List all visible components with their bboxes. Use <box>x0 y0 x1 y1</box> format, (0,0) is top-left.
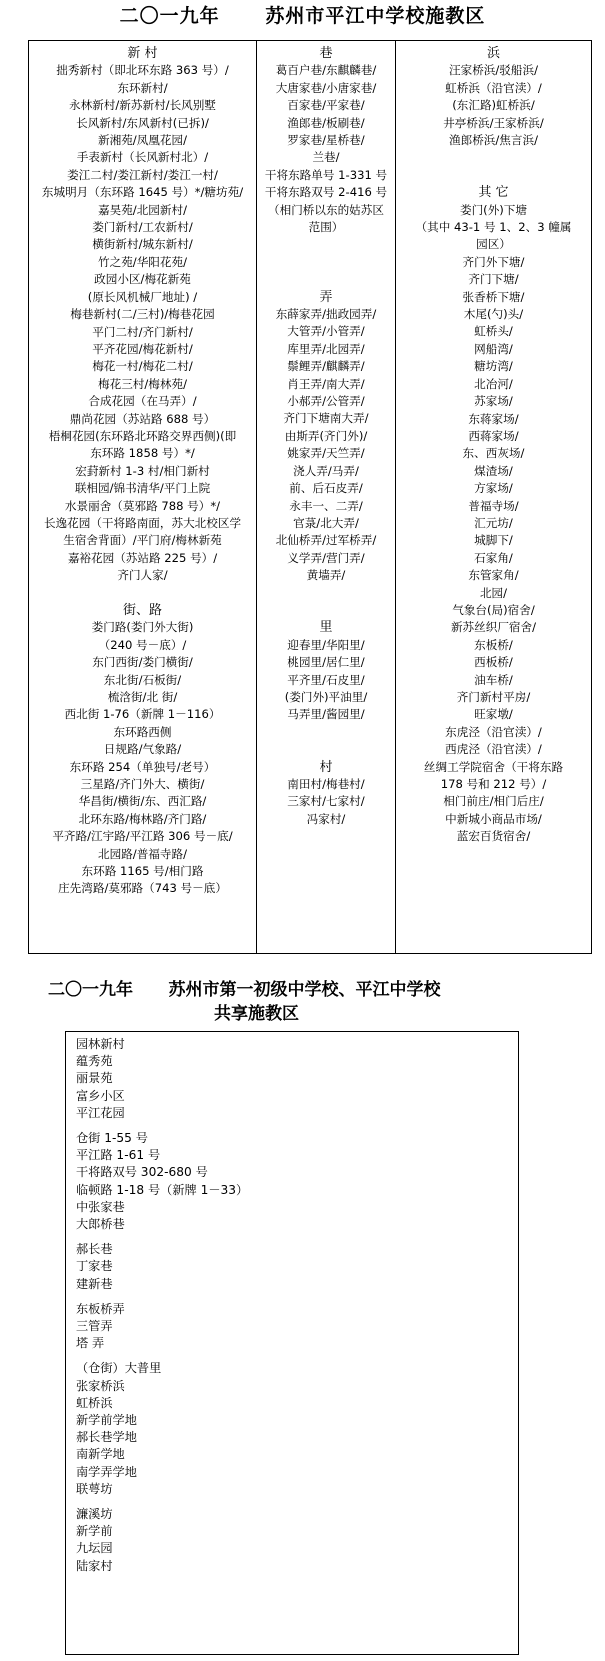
shared-entry: 园林新村 <box>76 1037 125 1051</box>
district-entry: 日规路/气象路/ <box>103 742 182 757</box>
district-entry: 178 号和 212 号）/ <box>440 777 547 792</box>
district-entry: 大管弄/小管弄/ <box>287 324 365 339</box>
district-entry: 张香桥下塘/ <box>462 289 525 304</box>
district-entry: 中新城小商品市场/ <box>445 811 542 826</box>
district-entry: 东环路 1858 号）*/ <box>90 446 195 461</box>
district-entry: 梅巷新村(二/三村)/梅巷花园 <box>70 307 215 322</box>
district-entry: 冯家村/ <box>306 811 346 826</box>
district-entry: 嘉裕花园（苏站路 225 号）/ <box>67 550 218 565</box>
district-entry: 东城明月（东环路 1645 号）*/糖坊苑/ <box>41 185 244 200</box>
district-entry: 石家角/ <box>474 550 513 565</box>
shared-entry: 三管弄 <box>76 1319 113 1334</box>
district-entry: 平齐路/江宇路/平江路 306 号－底/ <box>52 829 233 844</box>
shared-entry: 张家桥浜 <box>76 1378 125 1393</box>
district-entry: 梧桐花园(东环路北环路交界西侧)(即 <box>48 428 237 443</box>
district-entry: 娄江二村/娄江新村/娄江一村/ <box>67 167 218 182</box>
spacer <box>76 1352 518 1360</box>
shared-entry: 平江路 1-61 号 <box>76 1148 161 1163</box>
district-entry: 北环东路/梅林路/齐门路/ <box>78 811 207 826</box>
district-entry: 齐门下塘南大弄/ <box>283 411 369 426</box>
spacer <box>257 602 395 619</box>
spacer <box>257 254 395 271</box>
district-entry: 虹桥浜（沿官渎）/ <box>445 80 542 95</box>
district-entry: 小郝弄/公管弄/ <box>287 394 365 409</box>
district-entry: 蓝宏百货宿舍/ <box>456 829 531 844</box>
district-entry: 范围） <box>308 220 344 235</box>
district-entry: 齐门下塘/ <box>468 272 519 287</box>
shared-entry: 建新巷 <box>76 1276 113 1291</box>
district-entry: (原长风机械厂地址) / <box>87 289 198 304</box>
district-entry: 华昌街/横街/东、西汇路/ <box>78 794 207 809</box>
spacer <box>396 149 591 166</box>
district-entry: 桃园里/居仁里/ <box>287 655 365 670</box>
shared-entry: （仓街）大普里 <box>76 1361 162 1376</box>
shared-entry: 南新学地 <box>76 1447 125 1462</box>
district-entry: 西北街 1-76（新牌 1－116） <box>64 707 221 722</box>
district-entry: 娄门(外)下塘 <box>459 202 527 217</box>
spacer <box>76 1233 518 1241</box>
spacer <box>76 1498 518 1506</box>
district-entry: 木尾(勺)头/ <box>463 307 524 322</box>
district-entry: 东北街/石板街/ <box>103 672 182 687</box>
district-entry: 由斯弄(齐门外)/ <box>284 428 368 443</box>
district-entry: 齐门人家/ <box>117 568 168 583</box>
district-entry: 北冶河/ <box>474 376 513 391</box>
district-entry: 汪家桥浜/驳船浜/ <box>449 63 538 78</box>
district-entry: 鬃鲤弄/麒麟弄/ <box>287 359 365 374</box>
district-entry: 平门二村/齐门新村/ <box>92 324 193 339</box>
shared-entry: 东板桥弄 <box>76 1301 125 1316</box>
district-entry: 横街新村/城东新村/ <box>92 237 193 252</box>
district-entry: 东环路 1165 号/相门路 <box>81 864 204 879</box>
section-heading: 巷 <box>319 46 333 61</box>
spacer <box>257 724 395 741</box>
district-entry: 干将东路双号 2-416 号 <box>264 185 388 200</box>
district-entry: 气象台(局)宿舍/ <box>452 602 535 617</box>
district-entry: (娄门外)平油里/ <box>284 689 368 704</box>
district-entry: 东环路 254（单独号/老号） <box>69 759 216 774</box>
column-neighborhoods-streets <box>29 41 257 953</box>
district-entry: 渔郎桥浜/焦言浜/ <box>449 133 538 148</box>
shared-entry: 中张家巷 <box>76 1199 125 1214</box>
shared-entry: 丁家巷 <box>76 1259 113 1274</box>
district-entry: 宏葑新村 1-3 村/相门新村 <box>75 463 210 478</box>
district-entry: 梅花三村/梅林苑/ <box>98 376 187 391</box>
district-entry: 迎春里/华阳里/ <box>287 637 365 652</box>
section-heading: 街、路 <box>122 602 162 618</box>
district-entry: 西虎泾（沿官渎）/ <box>445 742 542 757</box>
shared-entry: 干将路双号 302-680 号 <box>76 1165 208 1180</box>
spacer <box>257 585 395 602</box>
district-entry: 东、西灰场/ <box>462 446 525 461</box>
district-entry: 城脚下/ <box>474 533 513 548</box>
district-entry: 平齐里/石皮里/ <box>287 672 365 687</box>
district-entry: 东板桥/ <box>474 637 513 652</box>
district-entry: 煤渣场/ <box>474 463 513 478</box>
district-entry: 虹桥头/ <box>474 324 513 339</box>
shared-entry: 大郎桥巷 <box>76 1217 125 1232</box>
district-entry: 网船湾/ <box>474 341 513 356</box>
district-entry: 竹之苑/华阳花苑/ <box>98 254 187 269</box>
title-main: 二〇一九年 苏州市平江中学校施教区 <box>119 5 486 27</box>
section-heading: 弄 <box>319 289 333 305</box>
district-entry: 手表新村（长风新村北）/ <box>76 150 209 165</box>
spacer <box>257 271 395 288</box>
shared-entry: 塔 弄 <box>76 1336 105 1351</box>
district-entry: 新湘苑/凤凰花园/ <box>98 133 187 148</box>
shared-entry: 南学弄学地 <box>76 1464 137 1479</box>
district-entry: 葛百户巷/东麒麟巷/ <box>275 63 377 78</box>
district-entry: 北园路/普福寺路/ <box>98 846 187 861</box>
district-entry: 嘉昊苑/北园新村/ <box>98 202 187 217</box>
district-entry: 黄墙弄/ <box>306 568 346 583</box>
district-entry: （其中 43-1 号 1、2、3 幢属 <box>415 220 572 235</box>
section-heading: 里 <box>319 620 333 636</box>
shared-entry: 新学前学地 <box>76 1413 137 1428</box>
title-shared-line1: 二〇一九年 苏州市第一初级中学校、平江中学校 <box>48 980 441 1000</box>
spacer <box>76 1293 518 1301</box>
district-entry: 南田村/梅巷村/ <box>287 776 365 791</box>
district-entry: 联相园/锦书清华/平门上院 <box>74 481 211 496</box>
district-entry: 丝绸工学院宿舍（干将东路 <box>423 759 564 774</box>
shared-district-box <box>65 1031 519 1655</box>
district-entry: 百家巷/平家巷/ <box>287 98 365 113</box>
column-lanes <box>257 41 396 953</box>
district-entry: 三家村/七家村/ <box>287 794 365 809</box>
shared-entry: 郝长巷 <box>76 1242 113 1257</box>
shared-entry: 新学前 <box>76 1524 113 1539</box>
district-entry: 梅花一村/梅花二村/ <box>92 359 193 374</box>
shared-entry: 联萼坊 <box>76 1481 113 1496</box>
district-entry: 井亭桥浜/王家桥浜/ <box>443 115 544 130</box>
district-entry: 拙秀新村（即北环东路 363 号）/ <box>56 63 229 78</box>
district-entry: 长逸花园（干将路南面，苏大北校区学 <box>43 515 242 530</box>
spacer <box>257 741 395 758</box>
shared-entry: 丽景苑 <box>76 1071 113 1086</box>
district-entry: 汇元坊/ <box>474 515 513 530</box>
district-entry: 北园/ <box>479 585 508 600</box>
district-entry: 齐门新村平房/ <box>456 690 531 704</box>
district-entry: 西蒋家场/ <box>468 428 519 443</box>
district-entry: 三星路/齐门外大、横街/ <box>80 777 205 792</box>
district-entry: 糖坊湾/ <box>474 359 513 374</box>
district-entry: 罗家巷/星桥巷/ <box>287 133 365 148</box>
district-entry: 东环新村/ <box>117 80 168 95</box>
district-entry: 肖王弄/南大弄/ <box>287 376 365 391</box>
district-entry: 东环路西侧 <box>113 724 172 739</box>
shared-entry: 临顿路 1-18 号（新牌 1－33） <box>76 1182 249 1197</box>
district-entry: 政园小区/梅花新苑 <box>94 272 191 287</box>
district-entry: 油车桥/ <box>474 672 513 687</box>
district-entry: 生宿舍背面）/平门府/梅林新苑 <box>63 533 222 548</box>
district-entry: 平齐花园/梅花新村/ <box>92 341 193 356</box>
spacer <box>257 236 395 253</box>
spacer <box>29 585 256 602</box>
spacer <box>76 1122 518 1130</box>
column-creeks-other <box>396 41 591 953</box>
shared-entry: 蕴秀苑 <box>76 1054 113 1069</box>
district-entry: 园区） <box>476 237 511 252</box>
district-entry: 大唐家巷/小唐家巷/ <box>275 80 377 95</box>
shared-entry: 仓街 1-55 号 <box>76 1131 148 1146</box>
shared-entry: 濂溪坊 <box>76 1507 113 1522</box>
district-entry: 长风新村/东风新村(已拆)/ <box>76 115 209 130</box>
spacer <box>396 167 591 184</box>
district-entry: 东蒋家场/ <box>468 411 519 426</box>
district-entry: 姚家弄/天竺弄/ <box>287 446 365 461</box>
district-entry: 渔郎巷/板刷巷/ <box>287 115 365 130</box>
district-entry: 北仙桥弄/过军桥弄/ <box>275 533 377 548</box>
section-heading: 新 村 <box>127 46 158 61</box>
district-entry: 干将东路单号 1-331 号 <box>264 167 388 182</box>
district-entry: 娄门路(娄门外大街) <box>91 620 194 635</box>
district-entry: 浇人弄/马弄/ <box>293 463 359 478</box>
district-entry: 方家场/ <box>474 481 513 496</box>
district-entry: 梳浛街/北 街/ <box>107 690 178 705</box>
district-entry: 东虎泾（沿官渎）/ <box>445 724 542 739</box>
title-shared-line2: 共享施教区 <box>214 1004 299 1024</box>
district-entry: 永丰一、二弄/ <box>289 498 363 513</box>
district-entry: 鼎尚花园（苏站路 688 号） <box>69 411 216 426</box>
district-entry: 苏家场/ <box>474 394 513 409</box>
district-entry: 马弄里/酱园里/ <box>287 707 365 722</box>
section-heading: 浜 <box>486 46 500 61</box>
district-entry: 娄门新村/工农新村/ <box>92 220 193 235</box>
district-entry: 西板桥/ <box>474 655 513 670</box>
district-entry: 相门前庄/相门后庄/ <box>443 794 544 809</box>
district-entry: 旺家墩/ <box>474 707 513 722</box>
district-entry: (东汇路)虹桥浜/ <box>452 98 535 113</box>
section-heading: 村 <box>319 759 333 775</box>
shared-entry: 陆家村 <box>76 1558 113 1573</box>
district-entry: 普福寺场/ <box>468 498 519 513</box>
district-entry: 官菉/北大弄/ <box>293 515 359 530</box>
district-entry: 兰巷/ <box>312 150 340 165</box>
district-entry: 齐门外下塘/ <box>462 254 525 269</box>
district-entry: 东管家角/ <box>468 568 519 583</box>
shared-entry: 九坛园 <box>76 1541 113 1556</box>
section-heading: 其 它 <box>478 185 509 201</box>
district-entry: 新苏丝织厂宿舍/ <box>450 620 537 635</box>
district-table <box>28 40 592 954</box>
district-entry: 庄先湾路/莫邪路（743 号－底） <box>58 881 227 896</box>
district-entry: 合成花园（在马弄）/ <box>88 394 197 409</box>
district-entry: 永林新村/新苏新村/长风别墅 <box>69 98 216 113</box>
district-entry: 东薛家弄/拙政园弄/ <box>275 307 377 322</box>
district-entry: （相门桥以东的姑苏区 <box>268 202 384 217</box>
district-entry: 水景丽舍（莫邪路 788 号）*/ <box>64 498 221 513</box>
district-entry: 库里弄/北园弄/ <box>287 341 365 356</box>
district-entry: 义学弄/营门弄/ <box>287 550 365 565</box>
shared-entry: 富乡小区 <box>76 1088 125 1103</box>
shared-entry: 平江花园 <box>76 1105 125 1120</box>
shared-entry: 虹桥浜 <box>76 1395 113 1410</box>
district-entry: 前、后石皮弄/ <box>289 481 363 496</box>
shared-entry: 郝长巷学地 <box>76 1430 137 1445</box>
district-entry: 东门西街/娄门横街/ <box>92 655 193 670</box>
district-entry: （240 号－底）/ <box>98 637 187 652</box>
